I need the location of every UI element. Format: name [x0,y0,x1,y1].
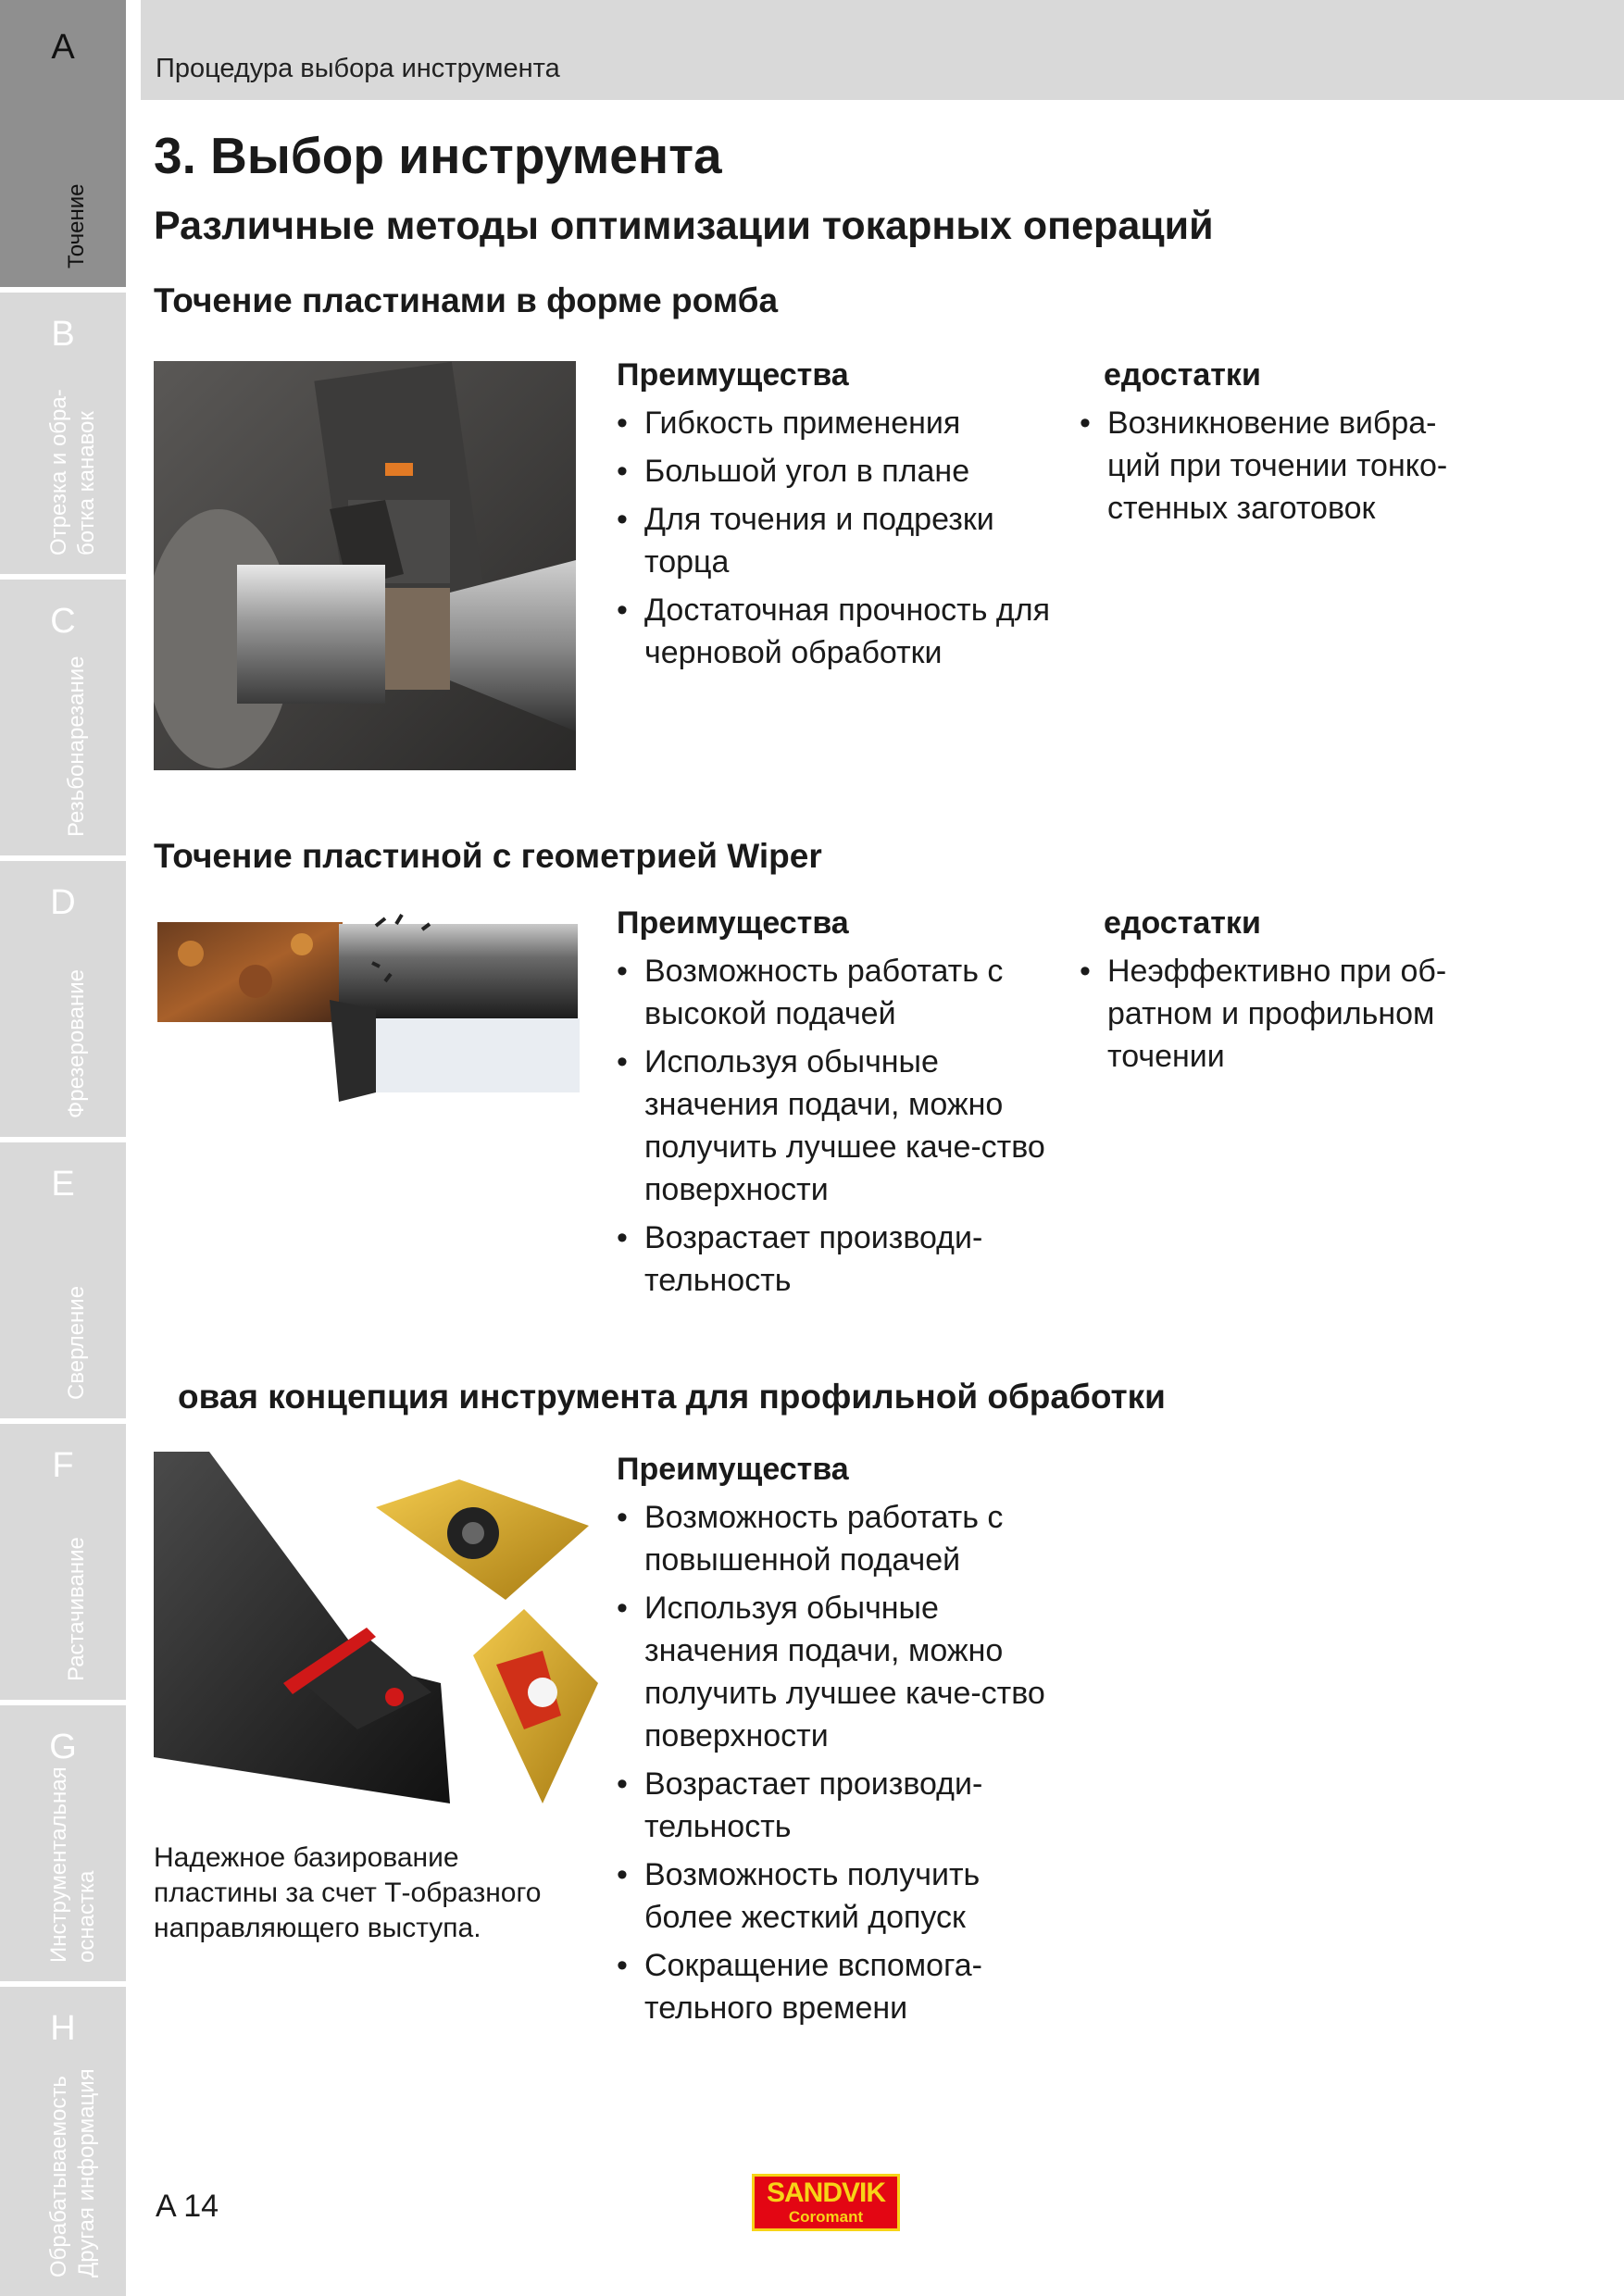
tab-letter: H [50,2009,76,2048]
list-item: • Возрастает производи-тельность [617,1217,1061,1302]
tab-g-tooling[interactable] [0,1705,126,1987]
section-heading: Точение пластиной с геометрией Wiper [154,837,822,875]
tab-b-parting-grooving[interactable] [0,293,126,580]
disadvantages-list [1080,402,1487,535]
tab-label: Обрабатываемость Другая информация [45,2068,99,2277]
tab-letter: F [52,1446,74,1485]
disadvantages-title: едостатки [1104,905,1261,941]
disadvantages-list [1080,950,1478,1083]
profiling-tool-photo [154,1452,607,1822]
tab-e-drilling[interactable] [0,1142,126,1424]
advantages-list [617,1496,1061,2035]
section-tabs-sidebar [0,0,126,2296]
tab-letter: G [49,1728,77,1766]
tab-label: Растачивание [64,1537,89,1681]
tab-h-machinability[interactable] [0,1987,126,2296]
tab-letter: E [51,1165,75,1204]
advantages-title: Преимущества [617,1452,849,1487]
tab-letter: C [50,602,76,641]
tab-f-boring[interactable] [0,1424,126,1705]
page-number: A 14 [156,2189,219,2224]
list-item: • Возможность работать с повышенной подачей [617,1496,1061,1581]
section-heading: Точение пластинами в форме ромба [154,281,779,319]
list-item: • Возможность получить более жесткий допуск [617,1853,1061,1939]
advantages-title: Преимущества [617,905,849,941]
page-subtitle: Различные методы оптимизации токарных операций [154,204,1214,248]
section-heading: овая концепция инструмента для профильной обработки [178,1378,1166,1416]
list-item: • Неэффективно при об-ратном и профильном точении [1080,950,1478,1078]
list-item: • Возрастает производи-тельность [617,1763,1061,1848]
tab-a-turning[interactable] [0,0,126,293]
tab-label: Отрезка и обра- ботка канавок [45,389,99,555]
list-item: • Гибкость применения [617,402,1052,444]
page-title: 3. Выбор инструмента [154,127,722,184]
advantages-list [617,402,1052,680]
tab-label: Сверление [64,1285,89,1400]
image-caption: Надежное базирование пластины за счет Т-образного направляющего выступа. [154,1842,542,1943]
list-item: • Сокращение вспомога-тельного времени [617,1944,1061,2029]
tab-label: Фрезерование [64,968,89,1118]
advantages-list [617,950,1061,1307]
wiper-insert-photo [154,907,580,1111]
list-item: • Достаточная прочность для черновой обработки [617,589,1052,674]
tab-d-milling[interactable] [0,861,126,1142]
disadvantages-title: едостатки [1104,357,1261,393]
tab-letter: D [50,883,76,922]
tab-label: Точение [64,183,89,268]
list-item: • Используя обычные значения подачи, можно получить лучшее каче-ство поверхности [617,1587,1061,1757]
tab-label: Резьбонарезание [64,655,89,837]
list-item: • Большой угол в плане [617,450,1052,493]
rhombic-insert-turning-photo [154,361,576,770]
tab-c-threading[interactable] [0,580,126,861]
sandvik-coromant-logo: SANDVIK Coromant [752,2174,900,2231]
advantages-title: Преимущества [617,357,849,393]
list-item: • Возможность работать с высокой подачей [617,950,1061,1035]
list-item: • Для точения и подрезки торца [617,498,1052,583]
list-item: • Возникновение вибра-ций при точении тонко-стенных заготовок [1080,402,1487,530]
tab-label: Инструментальная оснастка [45,1766,99,1963]
tab-letter: B [51,315,75,354]
page-header [141,0,1624,100]
breadcrumb: Процедура выбора инструмента [156,54,560,83]
list-item: • Используя обычные значения подачи, можно получить лучшее каче-ство поверхности [617,1041,1061,1211]
tab-letter: A [51,28,75,67]
